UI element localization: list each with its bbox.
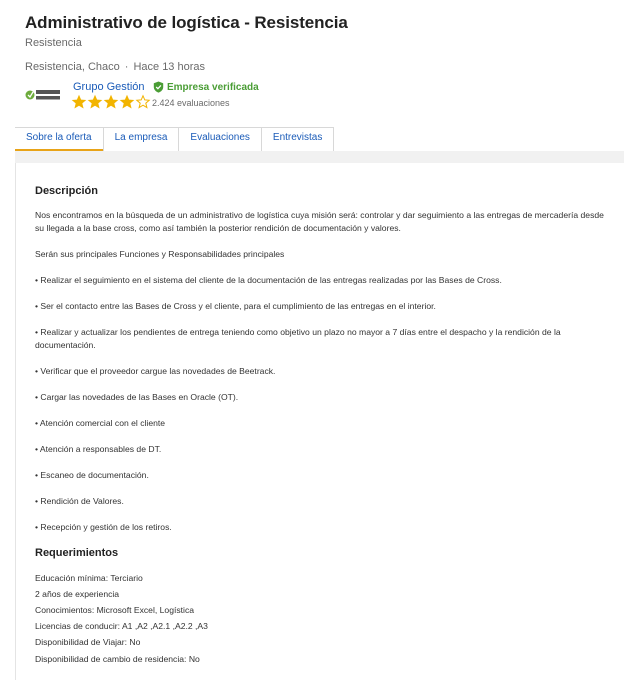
requirement-item: Educación mínima: Terciario	[35, 573, 143, 583]
reviews-count[interactable]: 2.424 evaluaciones	[152, 98, 230, 108]
star-filled-icon	[71, 94, 87, 110]
requirement-item: 2 años de experiencia	[35, 589, 120, 599]
function-item: • Realizar y actualizar los pendientes de entrega teniendo como objetivo un plazo no mayor a 7 días entre el despacho y la rendición de la documentación.	[35, 327, 561, 350]
job-posted-time: Hace 13 horas	[133, 61, 205, 73]
job-title: Administrativo de logística - Resistencia	[25, 13, 348, 32]
job-location-short: Resistencia	[25, 37, 82, 49]
function-item: • Atención comercial con el cliente	[35, 418, 166, 428]
function-item: • Realizar el seguimiento en el sistema del cliente de la documentación de las entregas realizadas por las Bases de Cross.	[35, 275, 502, 285]
requirement-item: Disponibilidad de Viajar: No	[35, 637, 141, 647]
function-item: • Recepción y gestión de los retiros.	[35, 522, 172, 532]
requirements-title: Requerimientos	[35, 547, 119, 559]
star-filled-icon	[87, 94, 103, 110]
function-item: • Escaneo de documentación.	[35, 470, 149, 480]
function-item: • Atención a responsables de DT.	[35, 444, 162, 454]
requirement-item: Conocimientos: Microsoft Excel, Logística	[35, 605, 195, 615]
star-empty-icon	[135, 94, 151, 110]
tab-evaluaciones[interactable]: Evaluaciones	[179, 127, 261, 151]
job-meta	[25, 60, 615, 74]
star-filled-icon	[103, 94, 119, 110]
verified-badge	[153, 80, 259, 94]
function-item: • Ser el contacto entre las Bases de Cross y el cliente, para el cumplimiento de las entregas en el interior.	[35, 301, 436, 311]
star-filled-icon	[119, 94, 135, 110]
meta-separator: ·	[124, 61, 129, 73]
description-title: Descripción	[35, 185, 98, 197]
tab-entrevistas[interactable]: Entrevistas	[262, 127, 334, 151]
company-name-link[interactable]: Grupo Gestión	[73, 81, 145, 93]
company-block	[25, 79, 425, 111]
verified-shield-icon	[153, 81, 164, 93]
job-header	[25, 12, 615, 74]
tab-divider-band	[15, 151, 624, 163]
functions-heading: Serán sus principales Funciones y Responsabilidades principales	[35, 249, 285, 259]
tab-la-empresa[interactable]: La empresa	[104, 127, 180, 151]
company-logo[interactable]	[25, 88, 61, 102]
function-item: • Rendición de Valores.	[35, 496, 124, 506]
function-item: • Cargar las novedades de las Bases en Oracle (OT).	[35, 392, 239, 402]
function-item: • Verificar que el proveedor cargue las novedades de Beetrack.	[35, 366, 276, 376]
verified-label: Empresa verificada	[167, 81, 259, 93]
requirement-item: Licencias de conducir: A1 ,A2 ,A2.1 ,A2.2 ,A3	[35, 621, 208, 631]
rating-stars[interactable]	[71, 94, 151, 110]
tab-sobre-la-oferta[interactable]: Sobre la oferta	[15, 127, 104, 151]
job-location-full: Resistencia, Chaco	[25, 61, 120, 73]
tab-bar	[15, 127, 334, 151]
description-intro: Nos encontramos en la búsqueda de un administrativo de logística cuya misión será: controlar y dar seguimiento a las entregas de mercadería desde su llegada a la base cross, como así también la posterior rendición de documentación y valores.	[35, 210, 604, 233]
requirement-item: Disponibilidad de cambio de residencia: No	[35, 654, 200, 664]
